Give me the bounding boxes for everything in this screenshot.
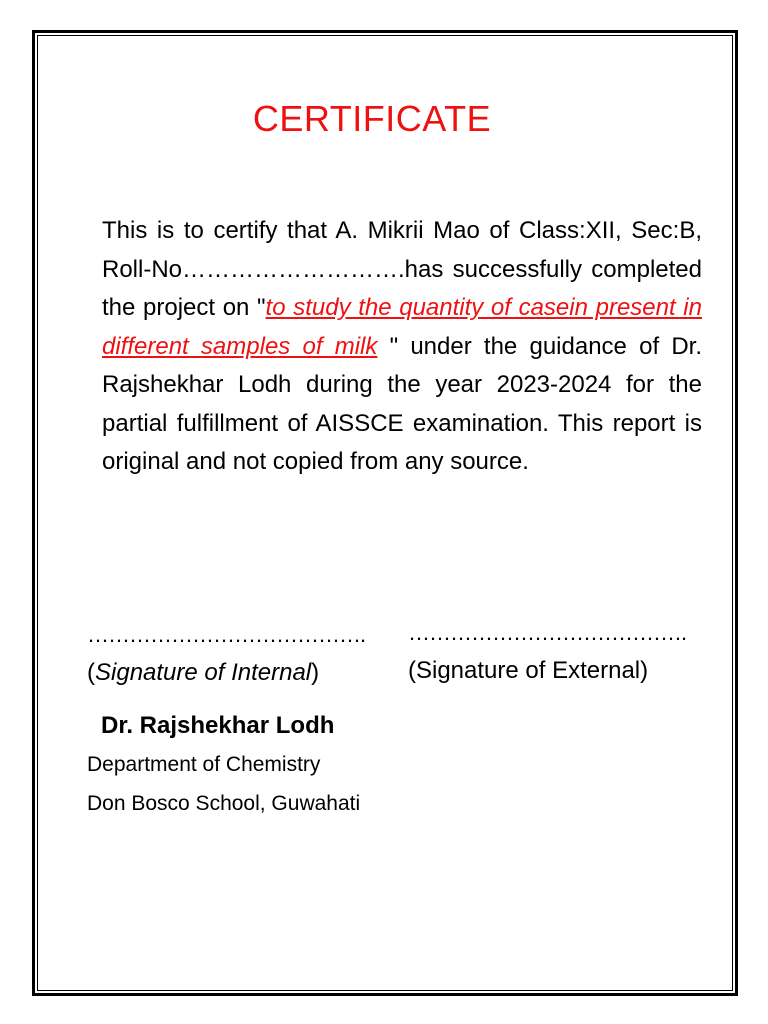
certificate-title: CERTIFICATE [252, 98, 492, 139]
body-text-closing: " under the guidance of Dr. Rajshekhar Lodh during the year 2023-2024 for the partial fulfillment of AISSCE examination. This report is original and not copied from any source. [102, 332, 703, 475]
teacher-department: Department of Chemistry [87, 753, 321, 776]
internal-signature-line: …………………………………. [87, 622, 366, 647]
project-title: to study the quantity of casein present in different samples of milk [102, 294, 702, 360]
internal-caption-close-paren: ) [311, 659, 320, 686]
external-signature-line: …………………………………. [408, 620, 687, 645]
page-border-inner [37, 35, 733, 991]
school-name: Don Bosco School, Guwahati [87, 792, 361, 815]
body-text-intro: This is to certify that A. Mikrii Mao of Class:XII, Sec:B, Roll-No……………………….has successfully completed the project on " [102, 217, 702, 321]
teacher-name: Dr. Rajshekhar Lodh [101, 712, 335, 739]
internal-caption-open-paren: ( [87, 659, 95, 686]
internal-signature-caption [87, 659, 319, 687]
certificate-body [102, 212, 702, 482]
external-signature-label: (Signature of External) [408, 657, 649, 684]
internal-signature-label: Signature of Internal [95, 659, 312, 686]
